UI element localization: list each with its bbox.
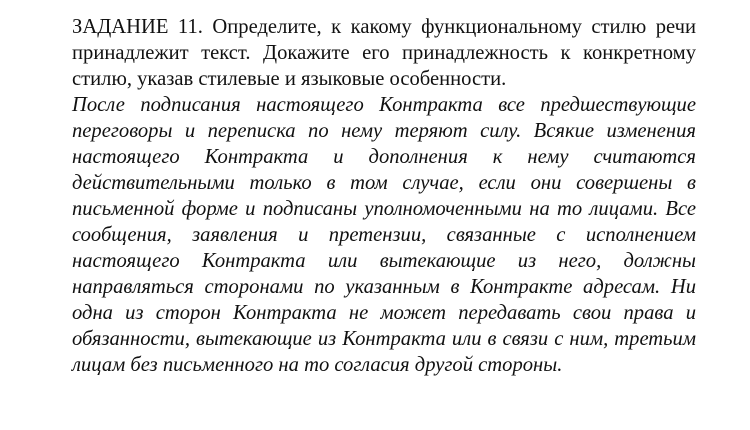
contract-text: После подписания настоящего Контракта все предшествующие переговоры и переписка по нему теряют силу. Всякие изменения настоящего Контракта и дополнения к нему считаются действительными только в том случае, если они совершены в письменной форме и подписаны уполномоченными на то лицами. Все сообщения, заявления и претензии, связанные с исполнением настоящего Контракта или вытекающие из него, должны направляться сторонами по указанным в Контракте адресам. Ни одна из сторон Контракта не может передавать свои права и обязанности, вытекающие из Контракта или в связи с ним, третьим лицам без письменного на то согласия другой стороны.: [72, 94, 696, 376]
document-page: [72, 14, 696, 378]
task-paragraph: [72, 14, 696, 92]
task-heading: ЗАДАНИЕ 11.: [72, 16, 203, 38]
task-instruction: Определите, к какому функциональному стилю речи принадлежит текст. Докажите его принадлежность к конкретному стилю, указав стилевые и языковые особенности.: [72, 16, 696, 90]
